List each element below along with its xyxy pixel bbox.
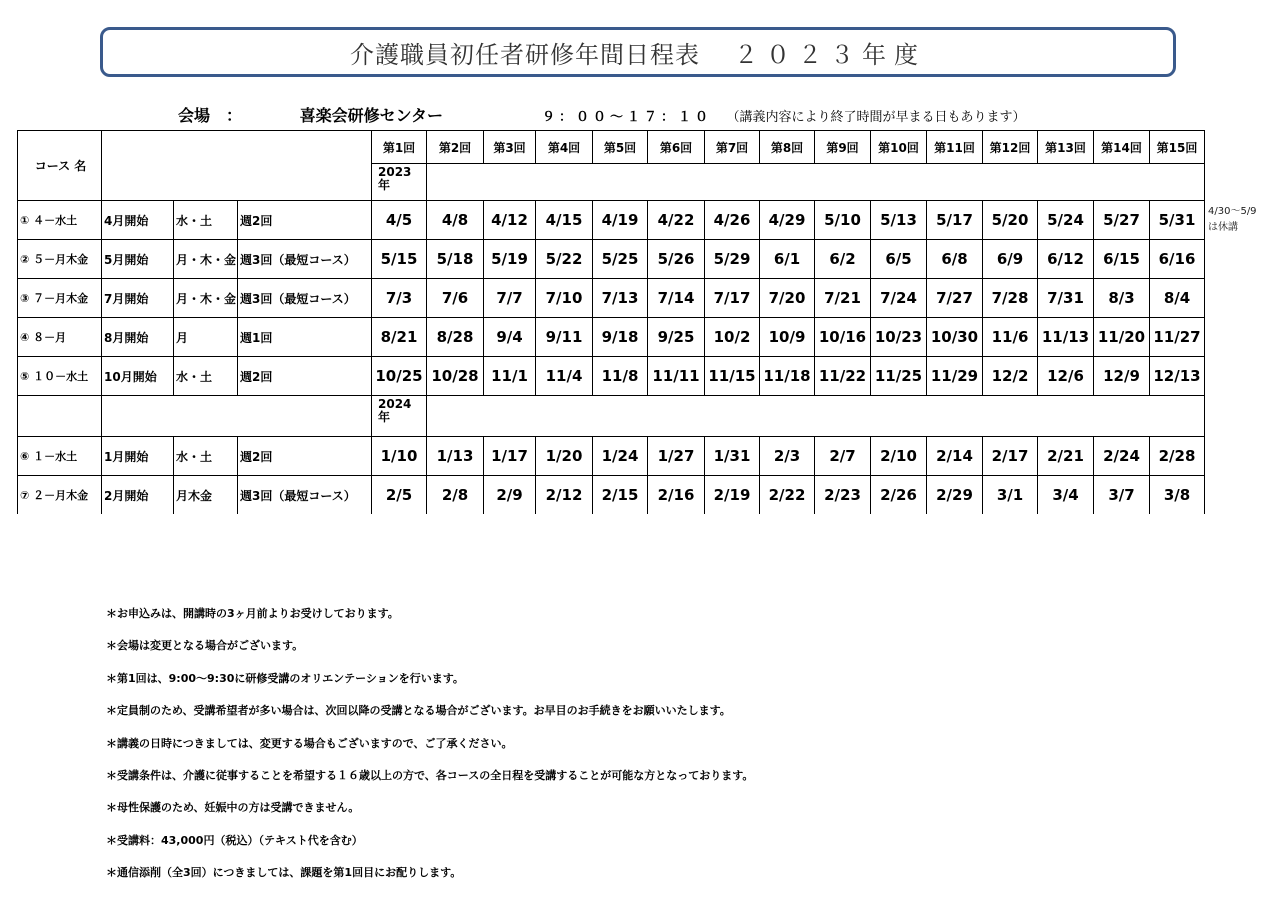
note-item: ＊会場は変更となる場合がございます。	[106, 639, 304, 653]
course-id: ⑥ １－水土	[18, 437, 102, 476]
session-date: 7/10	[536, 279, 593, 318]
session-date: 2/15	[593, 476, 648, 515]
session-date: 3/4	[1038, 476, 1094, 515]
side-note	[1208, 204, 1257, 236]
note-item: ＊お申込みは、開講時の3ヶ月前よりお受けしております。	[106, 607, 399, 620]
session-date: 2/19	[705, 476, 760, 515]
course-row	[18, 476, 1205, 515]
session-date: 12/9	[1094, 357, 1150, 396]
course-start: 7月開始	[102, 279, 174, 318]
course-freq: 週3回（最短コース）	[238, 240, 372, 279]
session-date: 4/15	[536, 201, 593, 240]
session-date: 5/20	[983, 201, 1038, 240]
course-row	[18, 201, 1205, 240]
session-date: 11/25	[871, 357, 927, 396]
session-date: 4/29	[760, 201, 815, 240]
course-row	[18, 437, 1205, 476]
course-days: 水・土	[174, 437, 238, 476]
note-item: ＊通信添削（全3回）につきましては、課題を第1回目にお配りします。	[106, 866, 462, 880]
course-id: ④ ８－月	[18, 318, 102, 357]
course-days: 月	[174, 318, 238, 357]
session-date: 6/8	[927, 240, 983, 279]
session-date: 4/26	[705, 201, 760, 240]
session-date: 2/12	[536, 476, 593, 515]
year-2024-blank-b	[102, 396, 372, 437]
course-start: 8月開始	[102, 318, 174, 357]
session-date: 10/23	[871, 318, 927, 357]
session-date: 10/25	[372, 357, 427, 396]
session-date: 2/9	[484, 476, 536, 515]
session-date: 1/20	[536, 437, 593, 476]
session-date: 5/27	[1094, 201, 1150, 240]
session-header-4: 第4回	[536, 131, 593, 164]
session-date: 5/17	[927, 201, 983, 240]
session-date: 10/30	[927, 318, 983, 357]
session-date: 7/13	[593, 279, 648, 318]
course-row	[18, 357, 1205, 396]
session-date: 4/8	[427, 201, 484, 240]
session-date: 5/15	[372, 240, 427, 279]
session-date: 7/3	[372, 279, 427, 318]
session-date: 3/7	[1094, 476, 1150, 515]
session-header-2: 第2回	[427, 131, 484, 164]
header-row	[18, 131, 1205, 164]
course-freq: 週2回	[238, 357, 372, 396]
session-date: 5/25	[593, 240, 648, 279]
course-row	[18, 318, 1205, 357]
session-date: 7/17	[705, 279, 760, 318]
session-header-12: 第12回	[983, 131, 1038, 164]
venue-line	[178, 103, 443, 126]
year-2023-row-blank	[427, 164, 1205, 201]
session-header-13: 第13回	[1038, 131, 1094, 164]
session-date: 11/6	[983, 318, 1038, 357]
session-date: 3/8	[1150, 476, 1205, 515]
session-header-14: 第14回	[1094, 131, 1150, 164]
venue-name: 喜楽会研修センター	[299, 106, 443, 125]
session-date: 12/2	[983, 357, 1038, 396]
session-date: 2/14	[927, 437, 983, 476]
year-2023-row-cell: 2023 年	[372, 164, 427, 201]
session-header-5: 第5回	[593, 131, 648, 164]
session-header-9: 第9回	[815, 131, 871, 164]
session-date: 7/27	[927, 279, 983, 318]
session-date: 5/10	[815, 201, 871, 240]
session-date: 4/19	[593, 201, 648, 240]
session-date: 8/28	[427, 318, 484, 357]
course-start: 2月開始	[102, 476, 174, 515]
session-date: 2/21	[1038, 437, 1094, 476]
session-date: 12/6	[1038, 357, 1094, 396]
session-date: 6/5	[871, 240, 927, 279]
session-date: 11/11	[648, 357, 705, 396]
course-id: ⑦ ２－月木金	[18, 476, 102, 515]
session-date: 2/22	[760, 476, 815, 515]
session-header-7: 第7回	[705, 131, 760, 164]
session-date: 7/14	[648, 279, 705, 318]
session-date: 10/16	[815, 318, 871, 357]
notes-list	[106, 604, 753, 896]
session-date: 2/24	[1094, 437, 1150, 476]
session-date: 5/19	[484, 240, 536, 279]
session-date: 2/23	[815, 476, 871, 515]
session-date: 11/27	[1150, 318, 1205, 357]
side-note-line2: は休講	[1208, 222, 1238, 233]
course-start: 5月開始	[102, 240, 174, 279]
note-item: ＊定員制のため、受講希望者が多い場合は、次回以降の受講となる場合がございます。お早目のお手続きをお願いいたします。	[106, 704, 731, 718]
session-date: 11/13	[1038, 318, 1094, 357]
course-freq: 週2回	[238, 437, 372, 476]
session-header-11: 第11回	[927, 131, 983, 164]
course-id: ② ５－月木金	[18, 240, 102, 279]
session-date: 4/12	[484, 201, 536, 240]
course-days: 月・木・金	[174, 240, 238, 279]
session-date: 7/24	[871, 279, 927, 318]
session-date: 11/22	[815, 357, 871, 396]
session-date: 9/4	[484, 318, 536, 357]
session-date: 6/12	[1038, 240, 1094, 279]
note-item: ＊講義の日時につきましては、変更する場合もございますので、ご了承ください。	[106, 736, 513, 750]
note-item: ＊母性保護のため、妊娠中の方は受講できません。	[106, 801, 360, 815]
session-date: 2/16	[648, 476, 705, 515]
session-date: 4/5	[372, 201, 427, 240]
time-range: ９：００～１７：１０	[542, 110, 713, 125]
note-item: ＊受講条件は、介護に従事することを希望する１６歳以上の方で、各コースの全日程を受講することが可能な方となっております。	[106, 768, 754, 782]
note-item: ＊受講料：43,000円（税込）（テキスト代を含む）	[106, 833, 363, 847]
year-2024-cell: 2024 年	[372, 396, 427, 437]
session-date: 1/10	[372, 437, 427, 476]
session-date: 2/29	[927, 476, 983, 515]
session-date: 10/9	[760, 318, 815, 357]
session-date: 10/28	[427, 357, 484, 396]
session-date: 2/26	[871, 476, 927, 515]
session-date: 7/31	[1038, 279, 1094, 318]
session-date: 5/24	[1038, 201, 1094, 240]
session-date: 5/26	[648, 240, 705, 279]
session-date: 7/7	[484, 279, 536, 318]
session-header-1: 第1回	[372, 131, 427, 164]
page-title	[100, 27, 1176, 77]
course-start: 1月開始	[102, 437, 174, 476]
session-date: 1/31	[705, 437, 760, 476]
title-year: ２０２３年度	[734, 40, 926, 69]
time-note: （講義内容により終了時間が早まる日もあります）	[726, 110, 1026, 125]
course-start: 4月開始	[102, 201, 174, 240]
session-date: 7/21	[815, 279, 871, 318]
session-date: 7/20	[760, 279, 815, 318]
session-date: 7/28	[983, 279, 1038, 318]
session-date: 5/18	[427, 240, 484, 279]
session-date: 1/27	[648, 437, 705, 476]
session-date: 8/3	[1094, 279, 1150, 318]
session-date: 9/18	[593, 318, 648, 357]
course-header-blank	[102, 131, 372, 201]
session-date: 12/13	[1150, 357, 1205, 396]
course-id: ⑤ １０－水土	[18, 357, 102, 396]
session-date: 2/3	[760, 437, 815, 476]
session-date: 1/24	[593, 437, 648, 476]
session-date: 11/18	[760, 357, 815, 396]
session-date: 5/31	[1150, 201, 1205, 240]
session-date: 11/1	[484, 357, 536, 396]
year-2024-row	[18, 396, 1205, 437]
session-date: 11/15	[705, 357, 760, 396]
course-days: 月木金	[174, 476, 238, 515]
session-date: 1/13	[427, 437, 484, 476]
session-date: 8/4	[1150, 279, 1205, 318]
course-freq: 週3回（最短コース）	[238, 476, 372, 515]
session-header-8: 第8回	[760, 131, 815, 164]
session-date: 6/15	[1094, 240, 1150, 279]
session-date: 5/29	[705, 240, 760, 279]
session-date: 3/1	[983, 476, 1038, 515]
session-date: 2/28	[1150, 437, 1205, 476]
session-date: 2/10	[871, 437, 927, 476]
session-header-6: 第6回	[648, 131, 705, 164]
course-row	[18, 279, 1205, 318]
session-date: 4/22	[648, 201, 705, 240]
course-days: 水・土	[174, 357, 238, 396]
session-date: 6/16	[1150, 240, 1205, 279]
session-date: 10/2	[705, 318, 760, 357]
session-date: 9/11	[536, 318, 593, 357]
session-date: 5/13	[871, 201, 927, 240]
session-header-10: 第10回	[871, 131, 927, 164]
session-date: 6/9	[983, 240, 1038, 279]
side-note-line1: 4/30～5/9	[1208, 206, 1257, 217]
session-date: 6/1	[760, 240, 815, 279]
session-date: 11/8	[593, 357, 648, 396]
session-date: 2/5	[372, 476, 427, 515]
course-header-cell: コース 名	[18, 131, 102, 201]
session-date: 2/7	[815, 437, 871, 476]
session-date: 2/8	[427, 476, 484, 515]
course-row	[18, 240, 1205, 279]
session-date: 11/4	[536, 357, 593, 396]
course-freq: 週2回	[238, 201, 372, 240]
session-date: 2/17	[983, 437, 1038, 476]
note-item: ＊第1回は、9:00～9:30に研修受講のオリエンテーションを行います。	[106, 671, 464, 685]
course-freq: 週3回（最短コース）	[238, 279, 372, 318]
session-date: 5/22	[536, 240, 593, 279]
course-freq: 週1回	[238, 318, 372, 357]
year-2024-blank-c	[427, 396, 1205, 437]
course-id: ③ ７－月木金	[18, 279, 102, 318]
session-date: 11/29	[927, 357, 983, 396]
schedule-table	[17, 130, 1205, 514]
time-line	[542, 106, 1026, 125]
course-id: ① ４－水土	[18, 201, 102, 240]
title-main: 介護職員初任者研修年間日程表	[350, 40, 700, 69]
session-header-15: 第15回	[1150, 131, 1205, 164]
session-date: 1/17	[484, 437, 536, 476]
session-date: 7/6	[427, 279, 484, 318]
session-date: 9/25	[648, 318, 705, 357]
session-date: 11/20	[1094, 318, 1150, 357]
session-date: 6/2	[815, 240, 871, 279]
venue-label: 会場 ：	[178, 106, 243, 125]
course-start: 10月開始	[102, 357, 174, 396]
session-header-3: 第3回	[484, 131, 536, 164]
course-days: 月・木・金	[174, 279, 238, 318]
course-days: 水・土	[174, 201, 238, 240]
session-date: 8/21	[372, 318, 427, 357]
year-2024-blank-a	[18, 396, 102, 437]
